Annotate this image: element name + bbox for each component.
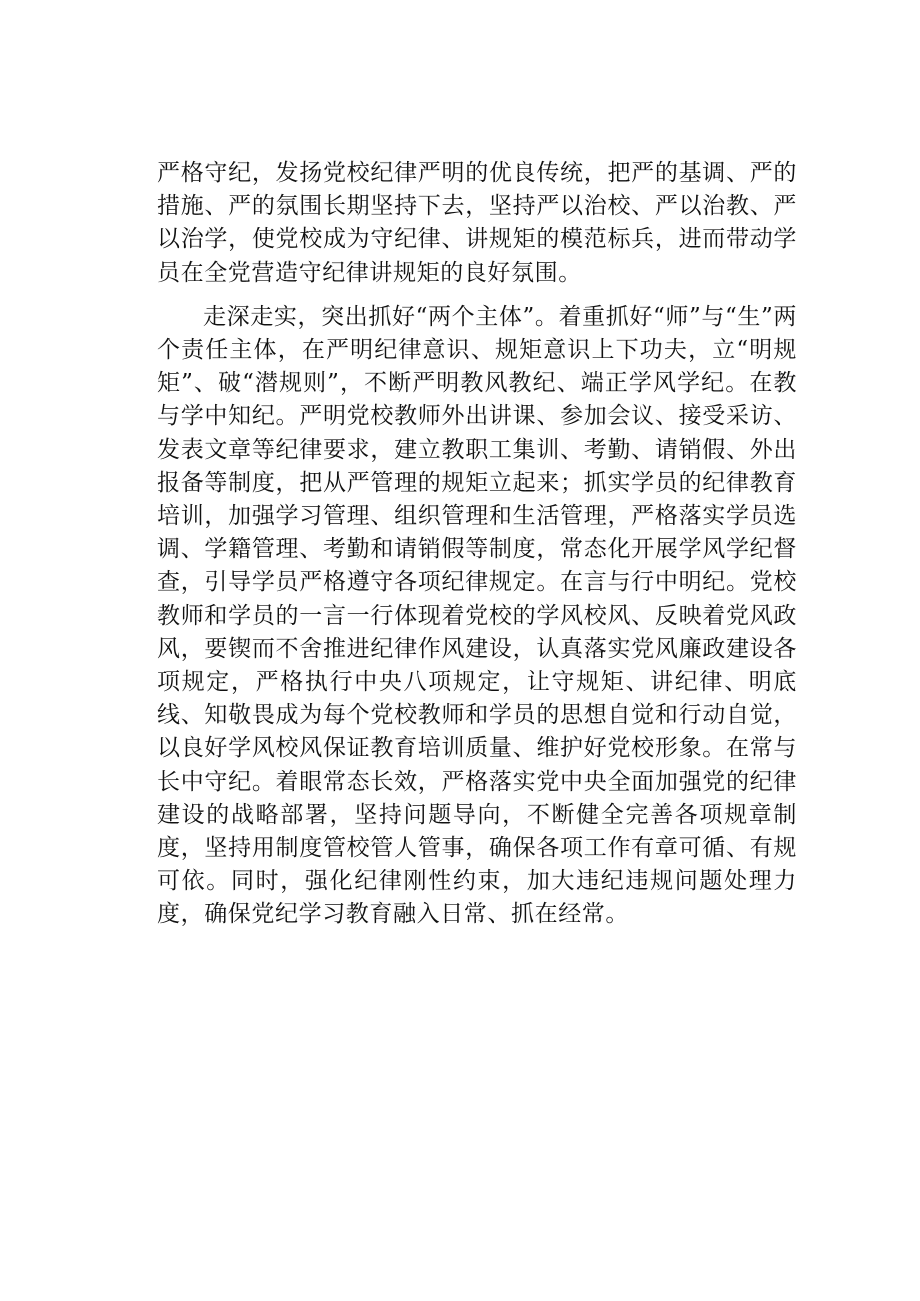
paragraph-strict-discipline: 严格守纪，发扬党校纪律严明的优良传统，把严的基调、严的措施、严的氛围长期坚持下去，坚持严以治校、严以治教、严以治学，使党校成为守纪律、讲规矩的模范标兵，进而带动学员在全党营造守纪律讲规矩的良好氛围。 xyxy=(157,160,797,286)
paragraph-two-subjects: 走深走实，突出抓好“两个主体”。着重抓好“师”与“生”两个责任主体，在严明纪律意识、规矩意识上下功夫，立“明规矩”、破“潜规则”，不断严明教风教纪、端正学风学纪。在教与学中知纪。严明党校教师外出讲课、参加会议、接受采访、发表文章等纪律要求，建立教职工集训、考勤、请销假、外出报备等制度，把从严管理的规矩立起来；抓实学员的纪律教育培训，加强学习管理、组织管理和生活管理，严格落实学员选调、学籍管理、考勤和请销假等制度，常态化开展学风学纪督查，引导学员严格遵守各项纪律规定。在言与行中明纪。党校教师和学员的一言一行体现着党校的学风校风、反映着党风政风，要锲而不舍推进纪律作风建设，认真落实党风廉政建设各项规定，严格执行中央八项规定，让守规矩、讲纪律、明底线、知敬畏成为每个党校教师和学员的思想自觉和行动自觉，以良好学风校风保证教育培训质量、维护好党校形象。在常与长中守纪。着眼常态长效，严格落实党中央全面加强党的纪律建设的战略部署，坚持问题导向，不断健全完善各项规章制度，坚持用制度管校管人管事，确保各项工作有章可循、有规可依。同时，强化纪律刚性约束，加大违纪违规问题处理力度，确保党纪学习教育融入日常、抓在经常。 xyxy=(157,303,797,928)
document-body xyxy=(157,157,797,932)
